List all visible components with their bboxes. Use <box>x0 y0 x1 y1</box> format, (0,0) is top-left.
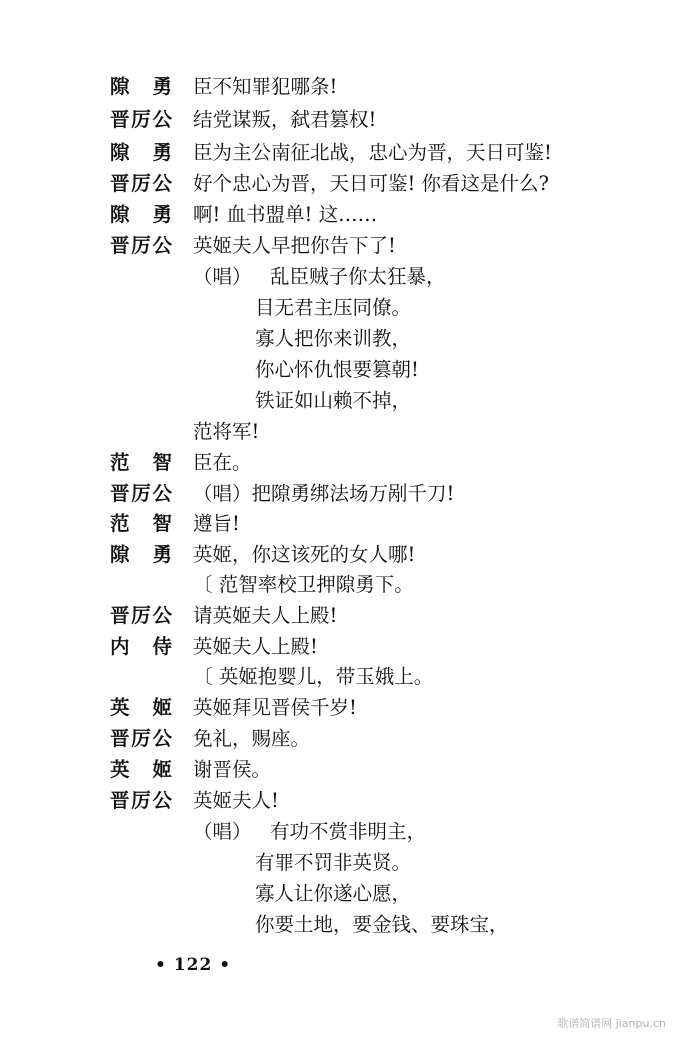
speech-text: 英姬夫人上殿! <box>193 635 318 658</box>
sing-label: （唱） <box>193 265 252 288</box>
speaker-name: 晋厉公 <box>110 108 172 131</box>
speaker-name: 晋厉公 <box>110 482 172 505</box>
stage-direction-text: 〔 英姬抱婴儿，带玉娥上。 <box>193 665 434 688</box>
speech-text: 英姬夫人早把你告下了! <box>193 234 396 257</box>
speech-text: 臣在。 <box>193 451 252 474</box>
speaker-name: 英 姬 <box>110 758 172 781</box>
verse-text: 铁证如山赖不掉， <box>255 389 412 412</box>
speaker-name: 隙 勇 <box>110 203 172 226</box>
speaker-name: 隙 勇 <box>110 141 172 164</box>
speaker-name: 范 智 <box>110 512 172 535</box>
speech-text: 结党谋叛，弑君篡权! <box>193 108 377 131</box>
speaker-name: 晋厉公 <box>110 172 172 195</box>
verse-text: 你心怀仇恨要篡朝! <box>255 358 419 381</box>
verse-text: 寡人让你遂心愿， <box>255 882 412 905</box>
watermark-text: 歌谱简谱网 jianpu.cn <box>557 1017 666 1030</box>
speaker-name: 内 侍 <box>110 635 172 658</box>
speech-text: 英姬夫人! <box>193 789 279 812</box>
verse-text: 目无君主压同僚。 <box>255 296 412 319</box>
speech-text: 臣为主公南征北战，忠心为晋，天日可鉴! <box>193 141 552 164</box>
speech-text: 遵旨! <box>193 512 240 535</box>
speaker-name: 英 姬 <box>110 696 172 719</box>
speaker-name: 范 智 <box>110 451 172 474</box>
speaker-name: 晋厉公 <box>110 789 172 812</box>
speech-text: 好个忠心为晋，天日可鉴! 你看这是什么? <box>193 172 549 195</box>
speech-text: 免礼，赐座。 <box>193 727 311 750</box>
verse-text: 有功不赏非明主， <box>270 820 427 843</box>
speech-text: 谢晋侯。 <box>193 758 272 781</box>
verse-text: 你要土地，要金钱、要珠宝， <box>255 913 509 936</box>
speech-text: 请英姬夫人上殿! <box>193 604 338 627</box>
speech-text: 英姬，你这该死的女人哪! <box>193 543 416 566</box>
speech-text: 啊! 血书盟单! 这…… <box>193 203 378 226</box>
stage-direction-text: 〔 范智率校卫押隙勇下。 <box>193 573 414 596</box>
page-number: • 122 • <box>155 955 232 975</box>
speech-text: （唱）把隙勇绑法场万剐千刀! <box>193 482 455 505</box>
sing-label: （唱） <box>193 820 252 843</box>
speech-text: 臣不知罪犯哪条! <box>193 75 338 98</box>
speaker-name: 晋厉公 <box>110 727 172 750</box>
verse-text: 乱臣贼子你太狂暴， <box>270 265 446 288</box>
speaker-name: 晋厉公 <box>110 234 172 257</box>
verse-text: 有罪不罚非英贤。 <box>255 851 412 874</box>
speaker-name: 晋厉公 <box>110 604 172 627</box>
speaker-name: 隙 勇 <box>110 75 172 98</box>
speech-text: 范将军! <box>193 420 260 443</box>
speech-text: 英姬拜见晋侯千岁! <box>193 696 357 719</box>
speaker-name: 隙 勇 <box>110 543 172 566</box>
verse-text: 寡人把你来训教， <box>255 327 412 350</box>
